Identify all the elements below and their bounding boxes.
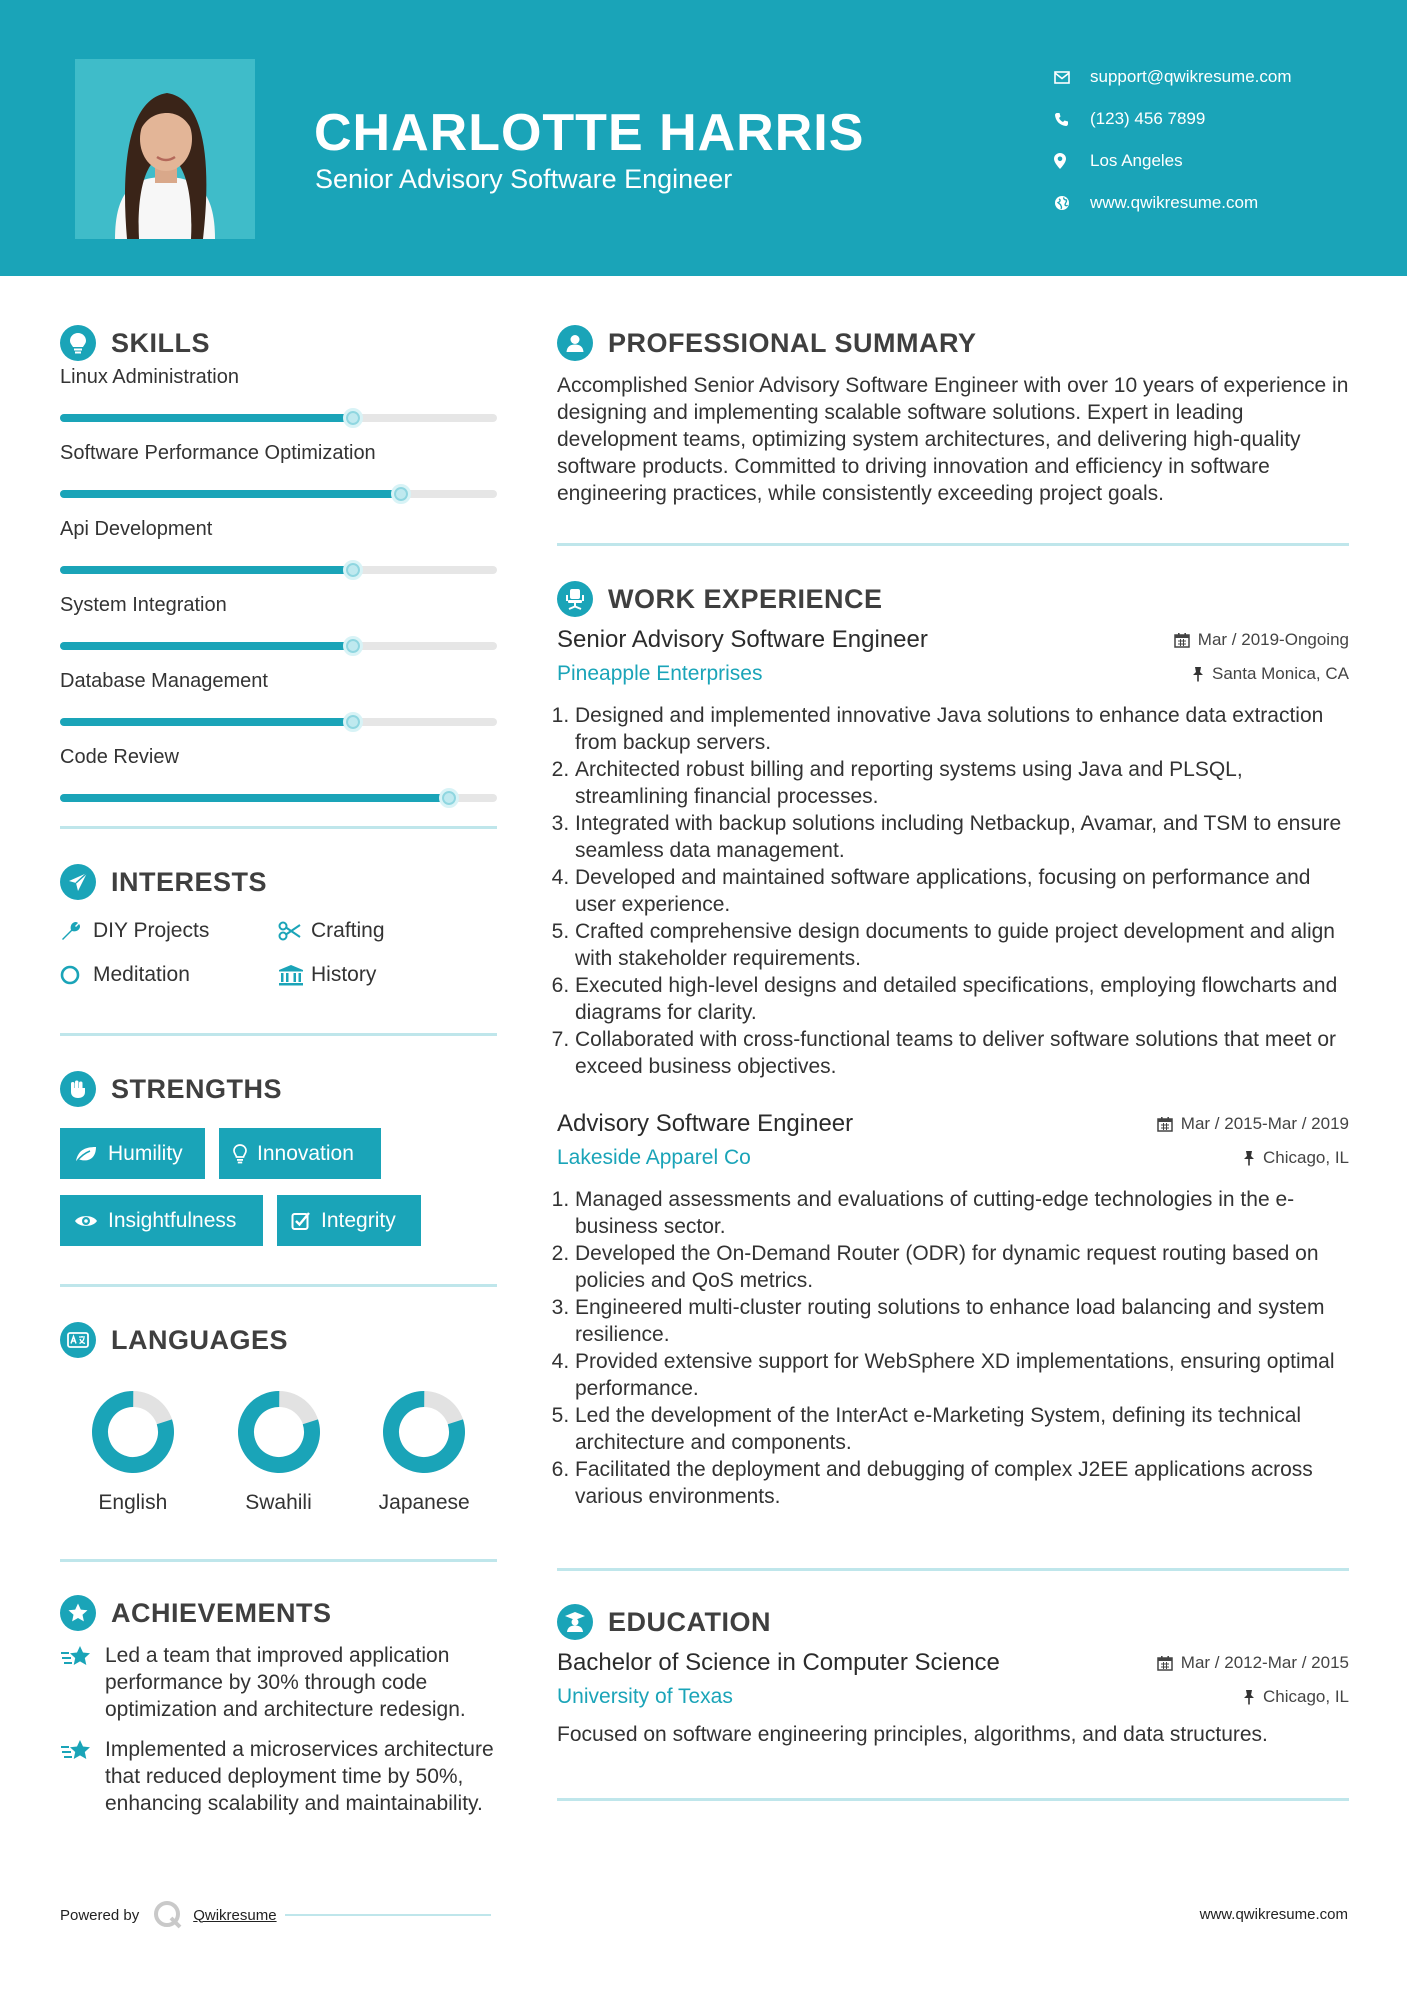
job-dates-text: Mar / 2015-Mar / 2019 (1180, 1114, 1349, 1133)
skill-label: Database Management (60, 670, 268, 692)
phone-icon (1054, 112, 1090, 127)
skill-track (60, 490, 497, 498)
calendar-icon (1157, 1655, 1173, 1671)
left-column (60, 318, 497, 1817)
skill-knob (343, 712, 363, 732)
section-divider (557, 1568, 1349, 1571)
job-duty: 7. Collaborated with cross-functional teams to deliver software solutions that meet or exceed business objectives. (575, 1026, 1349, 1080)
achievements-list (60, 1642, 497, 1817)
check-square-icon (291, 1211, 311, 1231)
achievements-title: ACHIEVEMENTS (111, 1597, 332, 1628)
interest-item (278, 961, 497, 989)
skill-knob (343, 636, 363, 656)
contact-email[interactable] (1054, 56, 1384, 98)
job-location (1243, 1148, 1349, 1168)
language-item (351, 1389, 497, 1515)
strengths-heading (60, 1064, 497, 1114)
skill-track (60, 566, 497, 574)
skill-item (60, 742, 497, 818)
language-label: English (98, 1491, 168, 1514)
pushpin-icon (1192, 666, 1204, 682)
skill-label: System Integration (60, 594, 227, 616)
job-duty: 1. Managed assessments and evaluations of cutting-edge technologies in the e-business sector. (575, 1186, 1349, 1240)
contact-phone[interactable] (1054, 98, 1384, 140)
section-divider (60, 826, 497, 829)
education-subheader (557, 1685, 1349, 1709)
education-location (1243, 1687, 1349, 1707)
strength-label: Innovation (257, 1141, 354, 1165)
candidate-name: CHARLOTTE HARRIS (314, 104, 865, 162)
job-header (557, 1110, 1349, 1138)
calendar-icon (1157, 1116, 1173, 1132)
skill-item (60, 438, 497, 514)
job-duty: 3. Engineered multi-cluster routing solutions to enhance load balancing and system resilience. (575, 1294, 1349, 1348)
strength-chip (219, 1128, 381, 1179)
skill-label: Software Performance Optimization (60, 442, 376, 464)
interest-label: History (311, 963, 377, 986)
achievement-item (60, 1736, 497, 1817)
skill-label: Code Review (60, 746, 179, 768)
job-location-text: Chicago, IL (1263, 1148, 1349, 1167)
interest-label: Crafting (311, 919, 385, 942)
job-duties (557, 702, 1349, 1080)
summary-text: Accomplished Senior Advisory Software Engineer with over 10 years of experience in designing and implementing scalable software solutions. Expert in leading development teams, optimizing system architectures, and delivering high-quality software products. Committed to driving innovation and efficiency in software engineering practices, while consistently exceeding project goals. (557, 374, 1349, 505)
interests-list (60, 907, 497, 989)
job-location (1192, 664, 1349, 684)
strength-label: Integrity (321, 1208, 396, 1232)
job-entry (557, 1110, 1349, 1510)
office-chair-icon (557, 581, 593, 617)
contact-phone-text: (123) 456 7899 (1090, 109, 1206, 128)
school-name: University of Texas (557, 1685, 733, 1708)
language-donut-fill (237, 1390, 320, 1473)
language-label: Swahili (245, 1491, 312, 1514)
language-donut (90, 1389, 176, 1475)
star-badge-icon (60, 1595, 96, 1631)
fist-icon (60, 1071, 96, 1107)
skill-label: Api Development (60, 518, 213, 540)
skill-track (60, 414, 497, 422)
strength-chip (60, 1195, 263, 1246)
wrench-icon (60, 920, 93, 942)
museum-icon (278, 964, 311, 986)
strengths-list (60, 1114, 497, 1246)
section-divider (60, 1559, 497, 1562)
contact-list (1054, 56, 1384, 224)
map-pin-icon (1054, 153, 1090, 169)
education-location-text: Chicago, IL (1263, 1687, 1349, 1706)
job-dates (1157, 1114, 1349, 1134)
job-duties (557, 1186, 1349, 1510)
skill-knob (343, 560, 363, 580)
skill-fill (60, 794, 449, 802)
skill-fill (60, 414, 353, 422)
qwikresume-logo-icon (153, 1900, 183, 1930)
profile-photo-illustration (75, 59, 255, 239)
job-duty: 2. Architected robust billing and reporting systems using Java and PLSQL, streamlining financial processes. (575, 756, 1349, 810)
achievement-text: Led a team that improved application performance by 30% through code optimization and architecture redesign. (105, 1644, 466, 1721)
education-description: Focused on software engineering principles, algorithms, and data structures. (557, 1723, 1268, 1746)
company-name: Lakeside Apparel Co (557, 1146, 751, 1169)
job-subheader (557, 662, 1349, 686)
interest-item (278, 917, 497, 945)
skill-fill (60, 642, 353, 650)
skill-item (60, 666, 497, 742)
profile-photo (75, 59, 255, 239)
strength-label: Humility (108, 1141, 183, 1165)
job-duty: 1. Designed and implemented innovative Java solutions to enhance data extraction from backup servers. (575, 702, 1349, 756)
strengths-title: STRENGTHS (111, 1073, 283, 1104)
job-header (557, 626, 1349, 654)
skill-fill (60, 566, 353, 574)
education-header (557, 1649, 1349, 1677)
footer-divider-line (285, 1914, 491, 1916)
language-item (206, 1389, 352, 1515)
summary-title: PROFESSIONAL SUMMARY (608, 327, 977, 358)
qwikresume-brand-link[interactable]: Qwikresume (193, 1906, 277, 1924)
shooting-star-icon (60, 1642, 105, 1723)
job-duty: 4. Provided extensive support for WebSphere XD implementations, ensuring optimal performance. (575, 1348, 1349, 1402)
education-dates (1157, 1653, 1349, 1673)
skill-item (60, 590, 497, 666)
skills-title: SKILLS (111, 327, 211, 358)
contact-location (1054, 140, 1384, 182)
strength-chip (277, 1195, 421, 1246)
company-name: Pineapple Enterprises (557, 662, 763, 685)
shooting-star-icon (60, 1736, 105, 1817)
section-divider (60, 1033, 497, 1036)
job-duty: 2. Developed the On-Demand Router (ODR) for dynamic request routing based on policies and QoS metrics. (575, 1240, 1349, 1294)
experience-heading (557, 574, 1349, 624)
eye-icon (74, 1213, 98, 1229)
language-donut-fill (383, 1390, 466, 1473)
degree-title: Bachelor of Science in Computer Science (557, 1649, 1000, 1676)
education-entry (557, 1649, 1349, 1748)
contact-website-text: www.qwikresume.com (1090, 193, 1259, 212)
interest-item (60, 961, 278, 989)
interest-label: DIY Projects (93, 919, 210, 942)
job-dates-text: Mar / 2019-Ongoing (1197, 630, 1349, 649)
job-duty: 3. Integrated with backup solutions including Netbackup, Avamar, and TSM to ensure seamless data management. (575, 810, 1349, 864)
circle-icon (60, 964, 93, 986)
achievements-heading (60, 1588, 497, 1638)
summary-heading (557, 318, 1349, 368)
job-duty: 6. Facilitated the deployment and debugging of complex J2EE applications across various environments. (575, 1456, 1349, 1510)
candidate-title: Senior Advisory Software Engineer (315, 164, 733, 194)
languages-list (60, 1365, 497, 1515)
skills-heading (60, 318, 497, 368)
job-location-text: Santa Monica, CA (1211, 664, 1349, 683)
contact-location-text: Los Angeles (1090, 151, 1183, 170)
leaf-icon (74, 1145, 98, 1163)
strength-label: Insightfulness (108, 1208, 237, 1232)
skill-track (60, 794, 497, 802)
education-heading (557, 1597, 1349, 1647)
skill-track (60, 718, 497, 726)
skill-fill (60, 490, 401, 498)
footer-powered-by (60, 1900, 491, 1930)
skill-track (60, 642, 497, 650)
globe-icon (1054, 195, 1090, 211)
languages-title: LANGUAGES (111, 1324, 289, 1355)
language-donut (236, 1389, 322, 1475)
skill-label: Linux Administration (60, 366, 239, 388)
interest-label: Meditation (93, 963, 190, 986)
interests-title: INTERESTS (111, 866, 268, 897)
skill-item (60, 514, 497, 590)
job-duty: 4. Developed and maintained software applications, focusing on performance and user experience. (575, 864, 1349, 918)
section-divider (557, 543, 1349, 546)
pushpin-icon (1243, 1689, 1255, 1705)
strength-chip (60, 1128, 205, 1179)
job-title: Advisory Software Engineer (557, 1110, 854, 1137)
skill-knob (439, 788, 459, 808)
skills-list (60, 362, 497, 818)
footer-website[interactable]: www.qwikresume.com (1199, 1906, 1348, 1923)
user-icon (557, 325, 593, 361)
job-subheader (557, 1146, 1349, 1170)
skill-knob (343, 408, 363, 428)
paper-plane-icon (60, 864, 96, 900)
achievement-item (60, 1642, 497, 1723)
pushpin-icon (1243, 1150, 1255, 1166)
interests-heading (60, 857, 497, 907)
achievement-text: Implemented a microservices architecture that reduced deployment time by 50%, enhancing scalability and maintainability. (105, 1738, 494, 1815)
powered-by-label: Powered by (60, 1906, 140, 1924)
interest-item (60, 917, 278, 945)
skill-knob (391, 484, 411, 504)
language-donut-fill (91, 1390, 174, 1473)
envelope-icon (1054, 71, 1090, 84)
skill-item (60, 362, 497, 438)
job-entry (557, 626, 1349, 1080)
job-duty: 5. Crafted comprehensive design documents to guide project development and align with stakeholder requirements. (575, 918, 1349, 972)
contact-website[interactable] (1054, 182, 1384, 224)
language-item (60, 1389, 206, 1515)
lightbulb-icon (233, 1144, 247, 1164)
resume-header (0, 0, 1407, 276)
education-dates-text: Mar / 2012-Mar / 2015 (1180, 1653, 1349, 1672)
section-divider (557, 1798, 1349, 1801)
job-title: Senior Advisory Software Engineer (557, 626, 928, 653)
language-label: Japanese (378, 1491, 470, 1514)
contact-email-text: support@qwikresume.com (1090, 67, 1292, 86)
languages-heading (60, 1315, 497, 1365)
language-donut (381, 1389, 467, 1475)
job-duty: 5. Led the development of the InterAct e-Marketing System, defining its technical architecture and components. (575, 1402, 1349, 1456)
job-dates (1174, 630, 1349, 650)
section-divider (60, 1284, 497, 1287)
right-column (557, 318, 1349, 1801)
education-title: EDUCATION (608, 1606, 771, 1637)
lightbulb-icon (60, 325, 96, 361)
job-duty: 6. Executed high-level designs and detailed specifications, employing flowcharts and diagrams for clarity. (575, 972, 1349, 1026)
skill-fill (60, 718, 353, 726)
experience-title: WORK EXPERIENCE (608, 583, 883, 614)
calendar-icon (1174, 632, 1190, 648)
scissors-icon (278, 921, 311, 941)
language-icon (60, 1322, 96, 1358)
graduate-icon (557, 1604, 593, 1640)
